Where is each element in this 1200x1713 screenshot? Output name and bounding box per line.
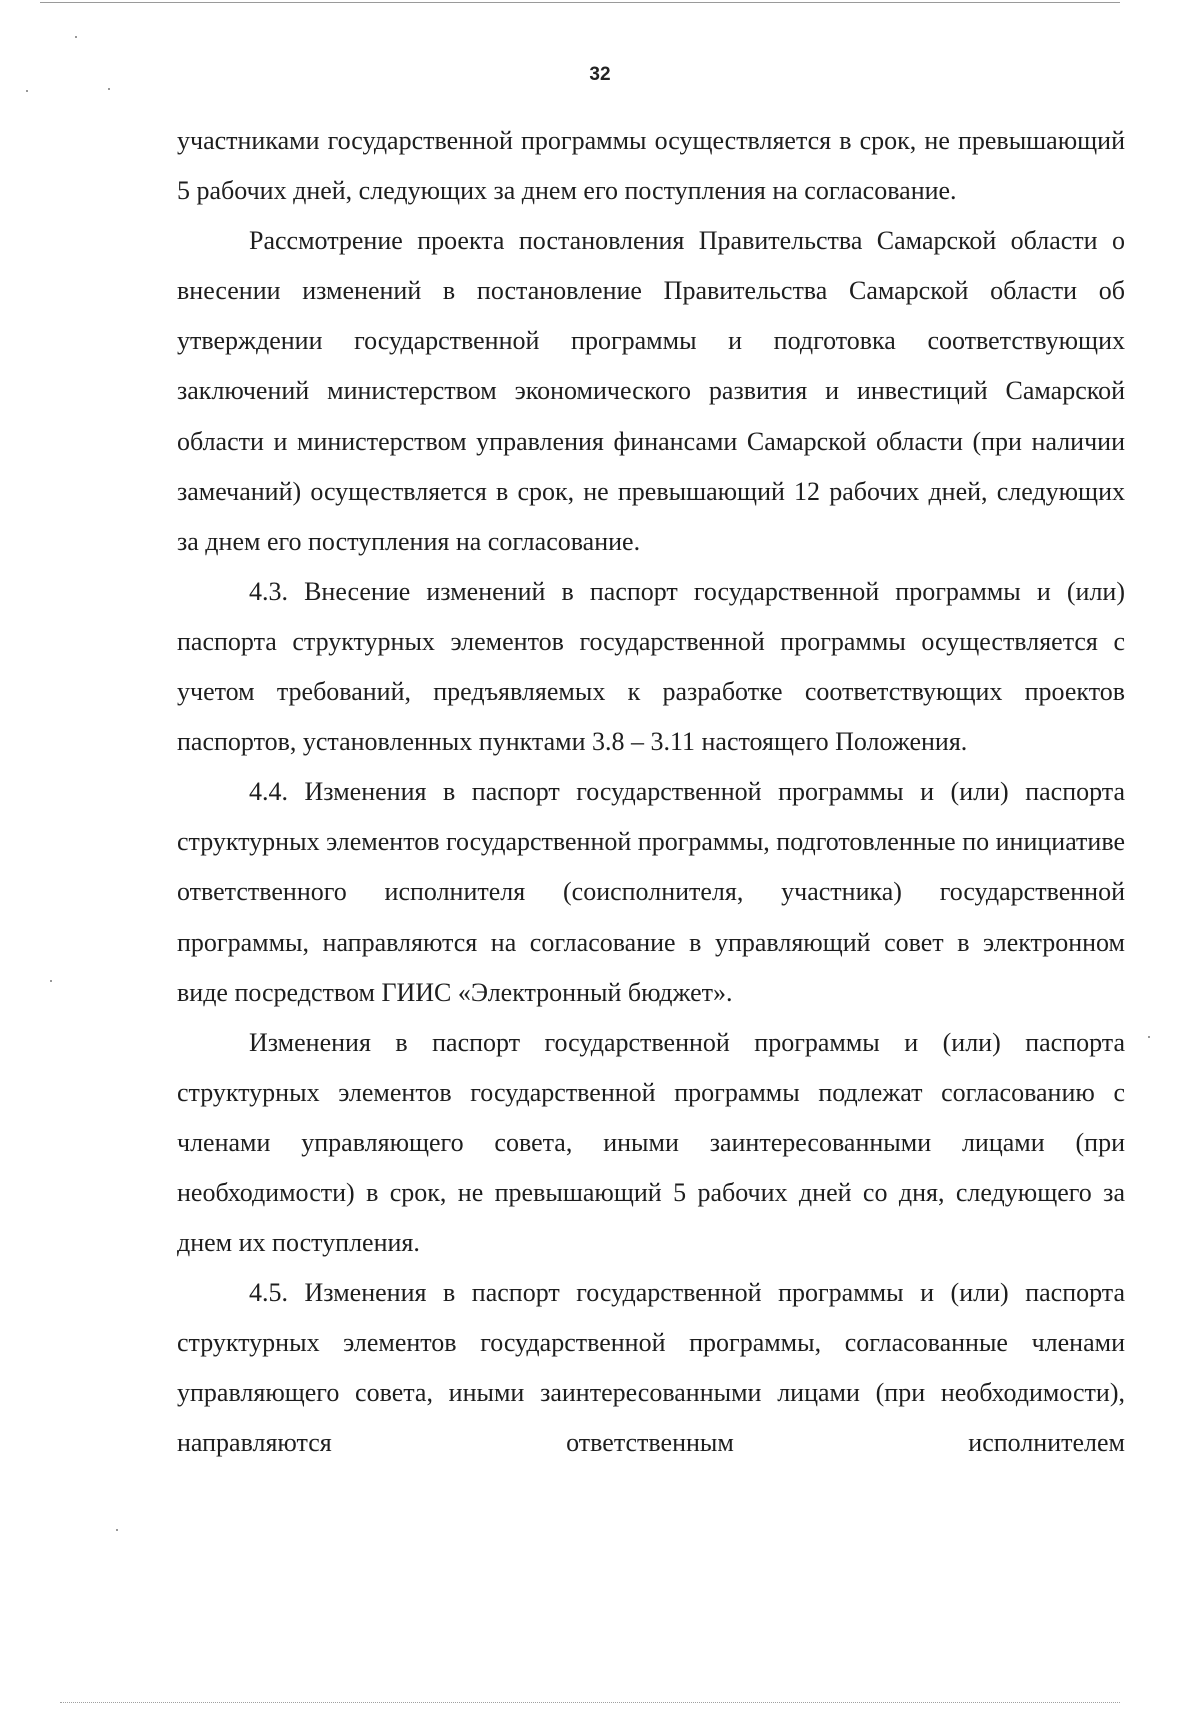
paragraph-approval-deadline: Изменения в паспорт государственной программы и (или) паспорта структурных элементов государственной программы подлежат согласованию с членами управляющего совета, иными заинтересованными лицами (при необходимости) в срок, не превышающий 5 рабочих дней со дня, следующего за днем их поступления. <box>177 1027 1125 1258</box>
paragraph-section-4-4: 4.4. Изменения в паспорт государственной программы и (или) паспорта структурных элементов государственной программы, подготовленные по инициативе ответственного исполнителя (соисполнителя, участника) государственной программы, направляются на согласование в управляющий совет в электронном виде посредством ГИИС «Электронный бюджет». <box>177 777 1125 1007</box>
scan-edge-top <box>40 2 1120 3</box>
scan-speck <box>108 88 110 90</box>
scan-speck <box>1148 1036 1150 1038</box>
paragraph-review-deadline: Рассмотрение проекта постановления Правительства Самарской области о внесении изменений в постановление Правительства Самарской области об утверждении государственной программы и подготовка соответствующих заключений министерством экономического развития и инвестиций Самарской области и министерством управления финансами Самарской области (при наличии замечаний) осуществляется в срок, не превышающий 12 рабочих дней, следующих за днем его поступления на согласование. <box>177 226 1125 556</box>
scan-edge-bottom <box>60 1702 1120 1704</box>
scan-speck <box>116 1529 118 1531</box>
scan-speck <box>50 980 52 982</box>
paragraph-section-4-5: 4.5. Изменения в паспорт государственной программы и (или) паспорта структурных элементов государственной программы, согласованные членами управляющего совета, иными заинтересованными лицами (при необходимости), направляются ответственным исполнителем <box>177 1278 1125 1458</box>
paragraph-section-4-3: 4.3. Внесение изменений в паспорт государственной программы и (или) паспорта структурных элементов государственной программы осуществляется с учетом требований, предъявляемых к разработке соответствующих проектов паспортов, установленных пунктами 3.8 – 3.11 настоящего Положения. <box>177 576 1125 757</box>
page-number: 32 <box>589 64 611 85</box>
scan-speck <box>75 36 77 38</box>
scan-speck <box>26 90 28 92</box>
paragraph-continuation: участниками государственной программы осуществляется в срок, не превышающий 5 рабочих дней, следующих за днем его поступления на согласование. <box>177 126 1125 206</box>
document-body <box>177 116 1125 1469</box>
